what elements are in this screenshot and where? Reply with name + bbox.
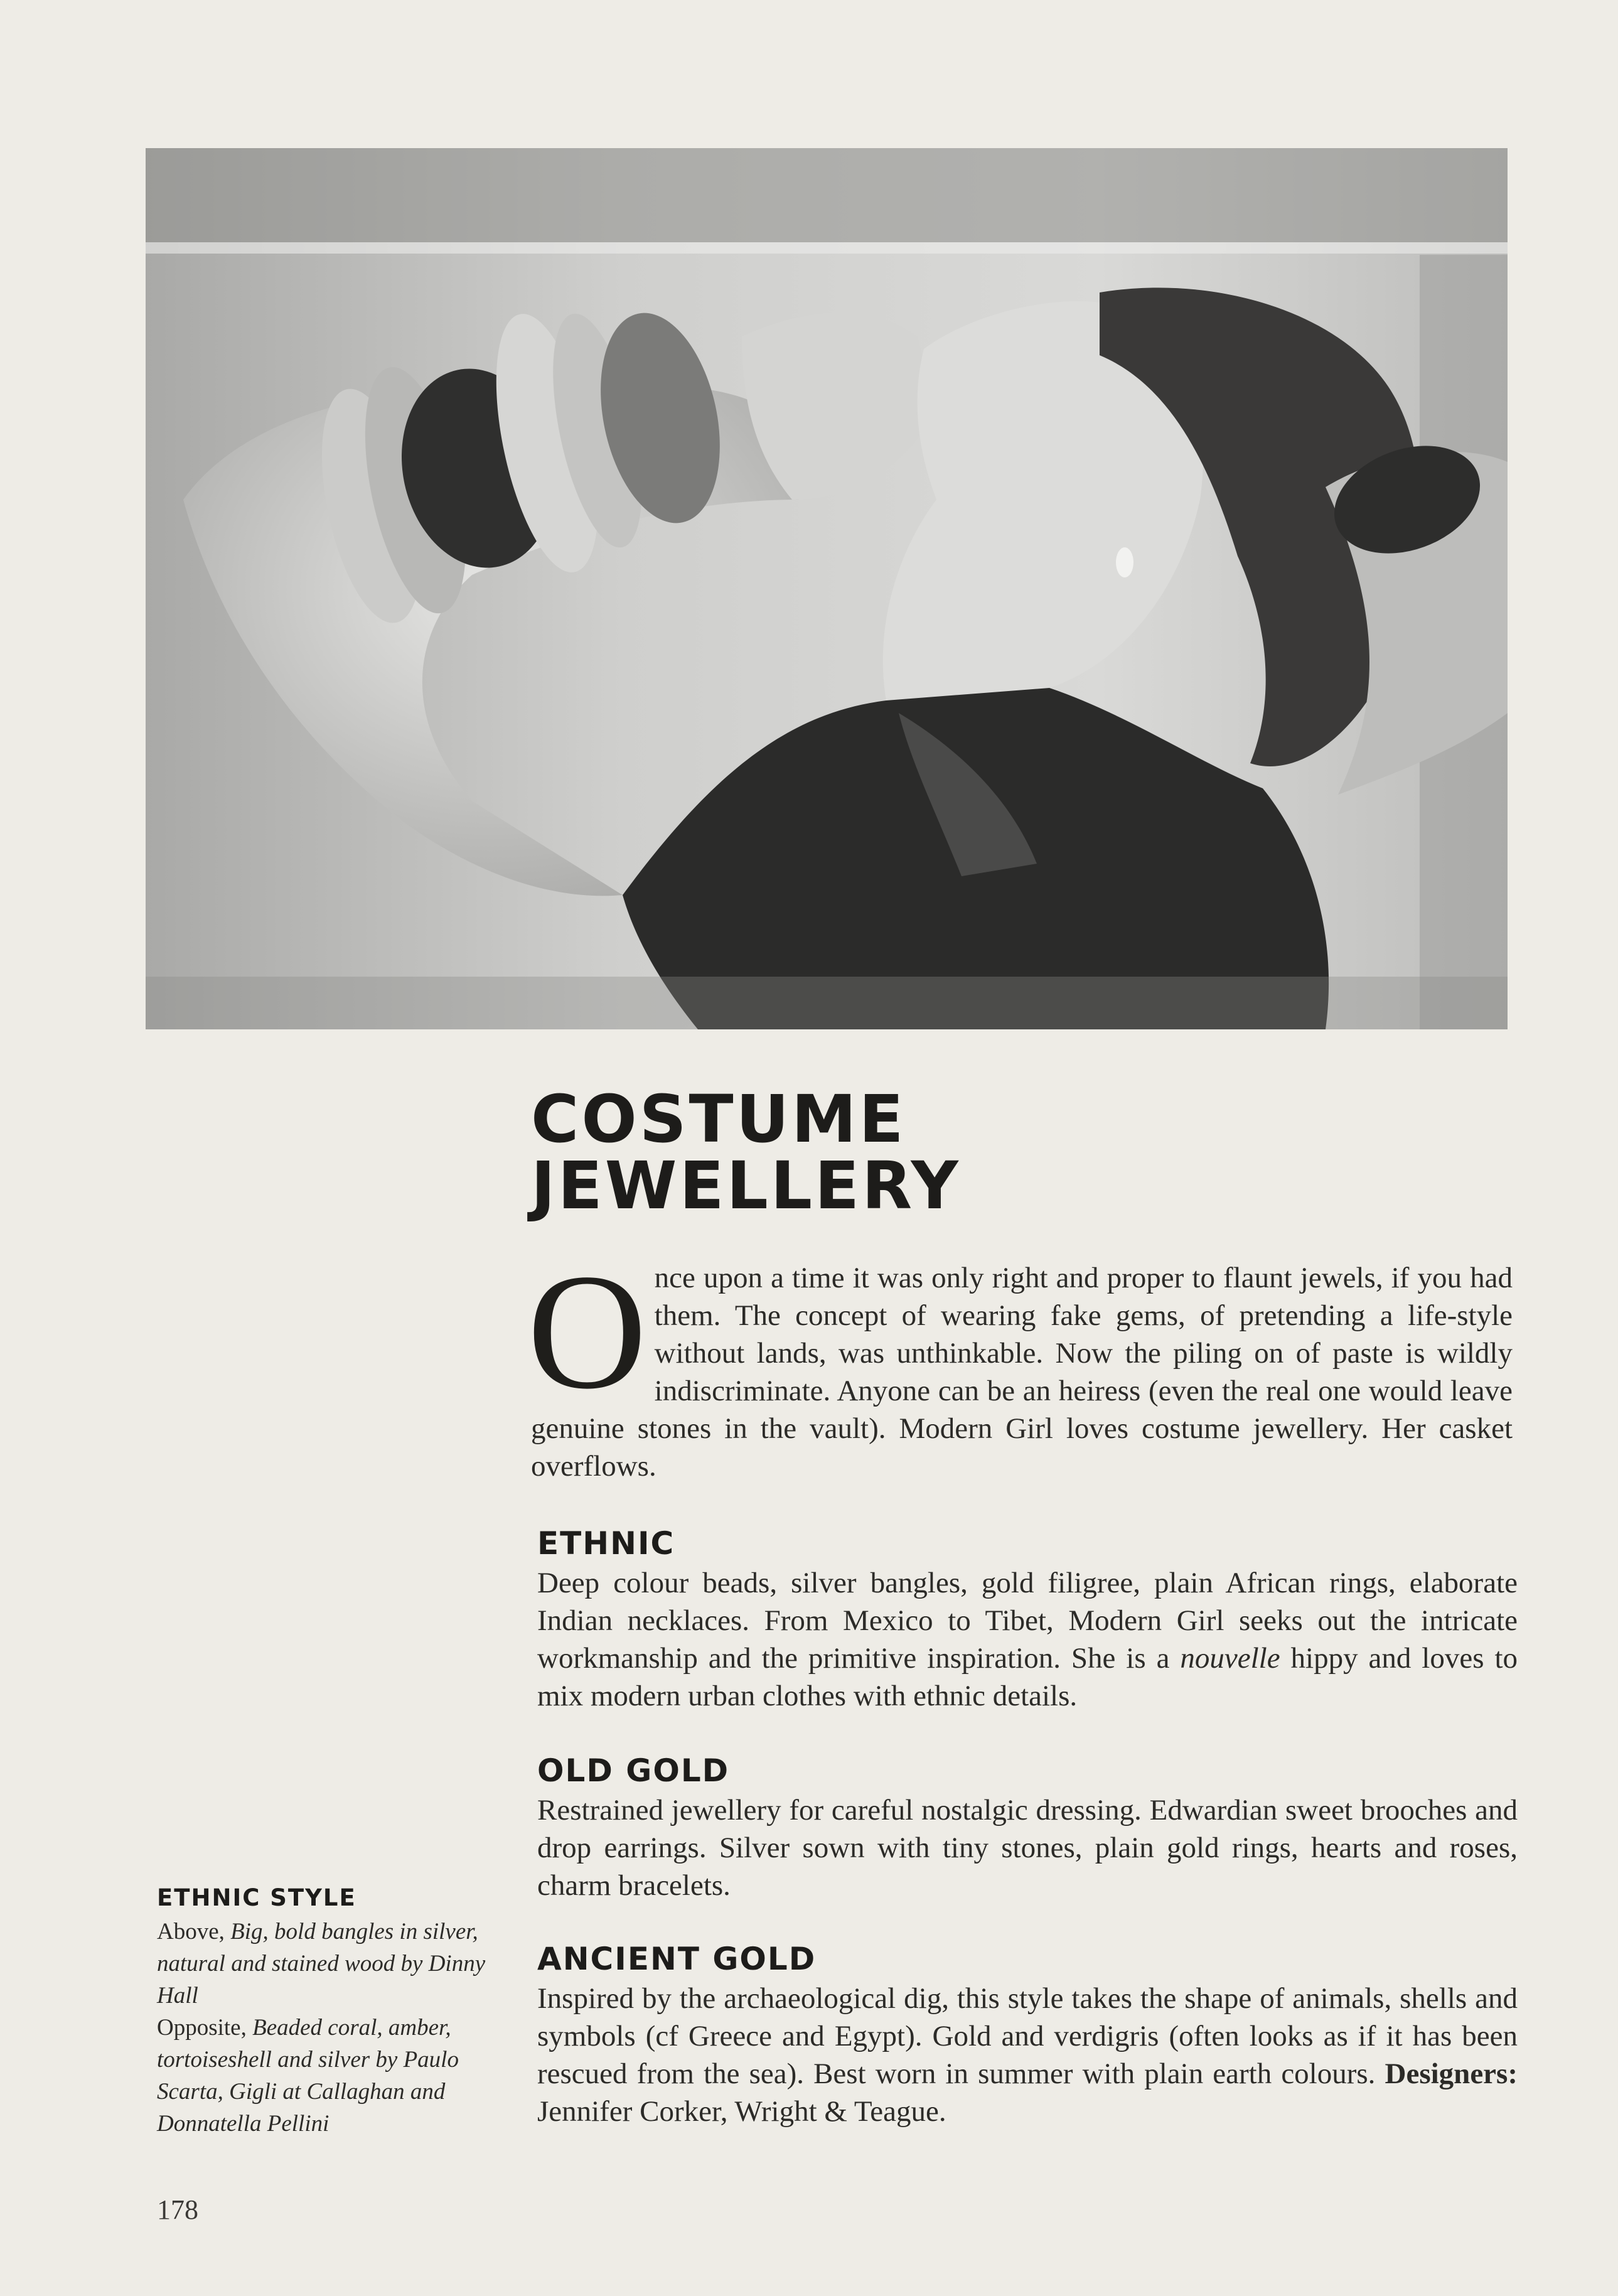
- section-ethnic: [537, 1521, 1518, 1715]
- caption-opposite: [157, 2012, 496, 2140]
- section-ancient-gold: [537, 1937, 1518, 2130]
- caption-above-label: Above,: [157, 1919, 231, 1945]
- page-title: [531, 1081, 1535, 1224]
- designers-label: Designers:: [1385, 2057, 1518, 2090]
- intro-paragraph: [527, 1240, 1513, 1485]
- section-heading-ethnic: ETHNIC: [537, 1525, 675, 1562]
- caption-opposite-label: Opposite,: [157, 2015, 253, 2041]
- ethnic-italic-word: nouvelle: [1180, 1642, 1280, 1675]
- section-text-ethnic: [537, 1564, 1518, 1715]
- hero-photo: [146, 148, 1508, 1029]
- ethnic-text-end: hippy and loves to mix modern urban clothes with ethnic details.: [537, 1642, 1518, 1712]
- designers-list: Jennifer Corker, Wright & Teague.: [537, 2095, 946, 2128]
- photo-caption: [157, 1880, 496, 2140]
- ethnic-text-start: Deep colour beads, silver bangles, gold filigree, plain African rings, elaborate Indian necklaces. From Mexico to Tibet, Modern Girl seeks out the intricate workmanship and the primitive inspiration. She is a: [537, 1567, 1518, 1675]
- caption-above: [157, 1916, 496, 2012]
- section-heading-ancient-gold: ANCIENT GOLD: [537, 1941, 817, 1977]
- section-heading-old-gold: OLD GOLD: [537, 1752, 730, 1789]
- section-text-ancient-gold: [537, 1980, 1518, 2130]
- section-old-gold: [537, 1749, 1518, 1904]
- caption-heading: ETHNIC STYLE: [157, 1884, 356, 1911]
- title-line-1: COSTUME: [531, 1081, 906, 1157]
- woman-with-bangles-image: [146, 148, 1508, 1029]
- caption-above-text: Big, bold bangles in silver, natural and stained wood by Dinny Hall: [157, 1919, 486, 2009]
- ancient-gold-text: Inspired by the archaeological dig, this style takes the shape of animals, shells and symbols (cf Greece and Egypt). Gold and verdigris (often looks as if it has been rescued from the sea). Best worn in summer with plain earth colours.: [537, 1982, 1518, 2090]
- caption-opposite-text: Beaded coral, amber, tortoiseshell and silver by Paulo Scarta, Gigli at Callaghan and Donnatella Pellini: [157, 2015, 459, 2137]
- title-line-2: JEWELLERY: [531, 1147, 961, 1224]
- intro-text: nce upon a time it was only right and proper to flaunt jewels, if you had them. The concept of wearing fake gems, of pretending a life-style without lands, was unthinkable. Now the piling on of paste is wildly indiscriminate. Anyone can be an heiress (even the real one would leave genuine stones in the vault). Modern Girl loves costume jewellery. Her casket overflows.: [531, 1262, 1513, 1483]
- section-text-old-gold: Restrained jewellery for careful nostalgic dressing. Edwardian sweet brooches and drop earrings. Silver sown with tiny stones, plain gold rings, hearts and roses, charm bracelets.: [537, 1794, 1518, 1902]
- page-number: 178: [157, 2194, 198, 2225]
- drop-cap: O: [527, 1240, 647, 1424]
